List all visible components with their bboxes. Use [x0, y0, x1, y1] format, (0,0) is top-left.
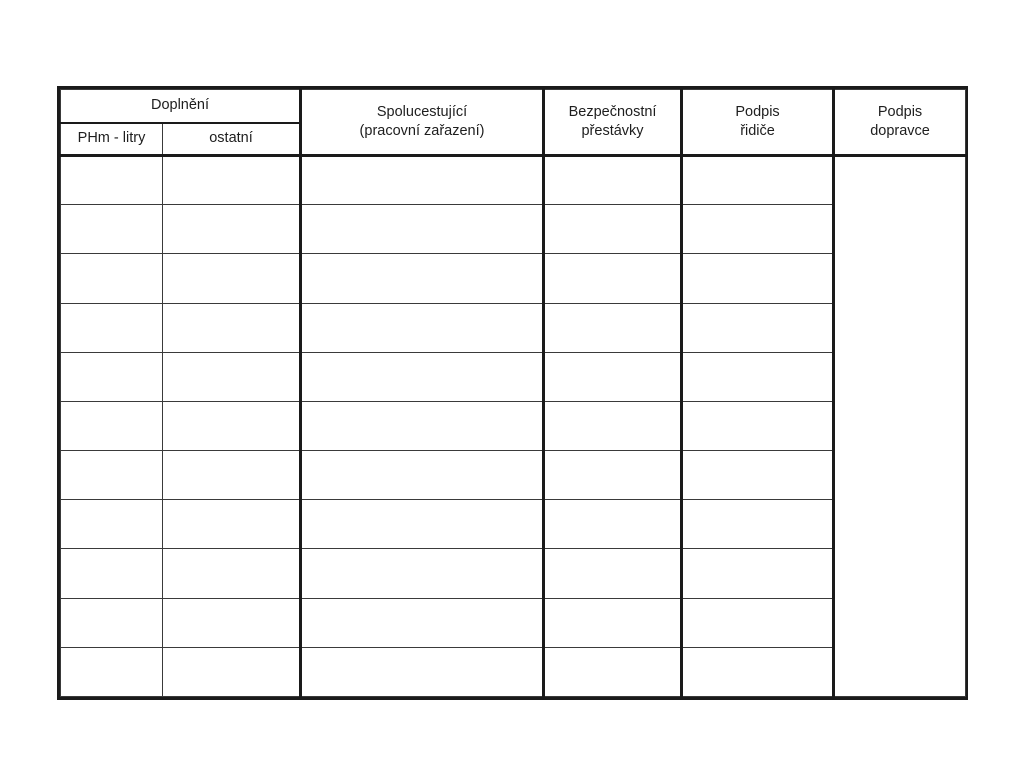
- table-row: [61, 549, 966, 598]
- safety-breaks-cell[interactable]: [544, 647, 682, 696]
- passengers-cell[interactable]: [301, 451, 544, 500]
- refill-group-header: [61, 90, 301, 123]
- carrier-signature-cell[interactable]: [834, 156, 966, 697]
- fuel-liters-cell[interactable]: [61, 598, 163, 647]
- passengers-cell[interactable]: [301, 598, 544, 647]
- passengers-cell[interactable]: [301, 549, 544, 598]
- passengers-cell[interactable]: [301, 500, 544, 549]
- safety-breaks-header-line1: Bezpečnostní: [568, 104, 657, 120]
- passengers-cell[interactable]: [301, 205, 544, 254]
- fuel-liters-cell[interactable]: [61, 451, 163, 500]
- safety-breaks-header: [544, 90, 682, 156]
- table-row: [61, 451, 966, 500]
- passengers-cell[interactable]: [301, 303, 544, 352]
- fuel-liters-cell[interactable]: [61, 401, 163, 450]
- driver-signature-cell[interactable]: [682, 451, 834, 500]
- fuel-liters-cell[interactable]: [61, 500, 163, 549]
- table-row: [61, 156, 966, 205]
- driver-signature-cell[interactable]: [682, 352, 834, 401]
- form-body: [61, 156, 966, 697]
- passengers-cell[interactable]: [301, 254, 544, 303]
- safety-breaks-cell[interactable]: [544, 451, 682, 500]
- safety-breaks-cell[interactable]: [544, 254, 682, 303]
- passengers-header-line2: (pracovní zařazení): [359, 123, 485, 139]
- table-row: [61, 401, 966, 450]
- fuel-liters-cell[interactable]: [61, 352, 163, 401]
- table-row: [61, 254, 966, 303]
- other-refill-cell[interactable]: [163, 647, 301, 696]
- other-refill-cell[interactable]: [163, 549, 301, 598]
- table-row: [61, 647, 966, 696]
- fuel-liters-label: PHm - litry: [77, 130, 146, 147]
- safety-breaks-cell[interactable]: [544, 549, 682, 598]
- carrier-signature-header: [834, 90, 966, 156]
- driver-signature-cell[interactable]: [682, 549, 834, 598]
- fuel-liters-cell[interactable]: [61, 205, 163, 254]
- driver-signature-cell[interactable]: [682, 156, 834, 205]
- other-refill-cell[interactable]: [163, 303, 301, 352]
- other-refill-cell[interactable]: [163, 598, 301, 647]
- passengers-cell[interactable]: [301, 401, 544, 450]
- table-row: [61, 205, 966, 254]
- other-refill-cell[interactable]: [163, 254, 301, 303]
- driver-signature-cell[interactable]: [682, 500, 834, 549]
- other-refill-cell[interactable]: [163, 451, 301, 500]
- fuel-liters-cell[interactable]: [61, 549, 163, 598]
- passengers-cell[interactable]: [301, 352, 544, 401]
- other-refill-label: ostatní: [209, 130, 253, 147]
- driver-signature-cell[interactable]: [682, 254, 834, 303]
- other-refill-cell[interactable]: [163, 500, 301, 549]
- safety-breaks-cell[interactable]: [544, 598, 682, 647]
- safety-breaks-cell[interactable]: [544, 500, 682, 549]
- driver-signature-cell[interactable]: [682, 647, 834, 696]
- carrier-signature-header-line1: Podpis: [877, 104, 923, 120]
- other-refill-cell[interactable]: [163, 156, 301, 205]
- other-refill-cell[interactable]: [163, 205, 301, 254]
- passengers-header: [301, 90, 544, 156]
- driver-signature-cell[interactable]: [682, 598, 834, 647]
- carrier-signature-header-line2: dopravce: [870, 123, 930, 139]
- safety-breaks-cell[interactable]: [544, 156, 682, 205]
- table-row: [61, 500, 966, 549]
- table-row: [61, 303, 966, 352]
- safety-breaks-cell[interactable]: [544, 205, 682, 254]
- table-row: [61, 598, 966, 647]
- safety-breaks-cell[interactable]: [544, 401, 682, 450]
- passengers-cell[interactable]: [301, 647, 544, 696]
- table-row: [61, 352, 966, 401]
- other-refill-cell[interactable]: [163, 352, 301, 401]
- driver-signature-header: [682, 90, 834, 156]
- logbook-form: [57, 86, 968, 700]
- fuel-liters-cell[interactable]: [61, 254, 163, 303]
- safety-breaks-cell[interactable]: [544, 352, 682, 401]
- driver-signature-cell[interactable]: [682, 303, 834, 352]
- fuel-liters-cell[interactable]: [61, 647, 163, 696]
- driver-signature-header-line2: řidiče: [740, 123, 775, 139]
- driver-signature-header-line1: Podpis: [735, 104, 780, 120]
- passengers-header-line1: Spolucestující: [376, 104, 468, 120]
- driver-signature-cell[interactable]: [682, 401, 834, 450]
- safety-breaks-cell[interactable]: [544, 303, 682, 352]
- passengers-cell[interactable]: [301, 156, 544, 205]
- fuel-liters-header: [61, 123, 163, 156]
- fuel-liters-cell[interactable]: [61, 303, 163, 352]
- logbook-table: [60, 89, 966, 697]
- driver-signature-cell[interactable]: [682, 205, 834, 254]
- other-refill-cell[interactable]: [163, 401, 301, 450]
- refill-group-label: Doplnění: [150, 97, 210, 114]
- safety-breaks-header-line2: přestávky: [581, 123, 644, 139]
- fuel-liters-cell[interactable]: [61, 156, 163, 205]
- other-refill-header: [163, 123, 301, 156]
